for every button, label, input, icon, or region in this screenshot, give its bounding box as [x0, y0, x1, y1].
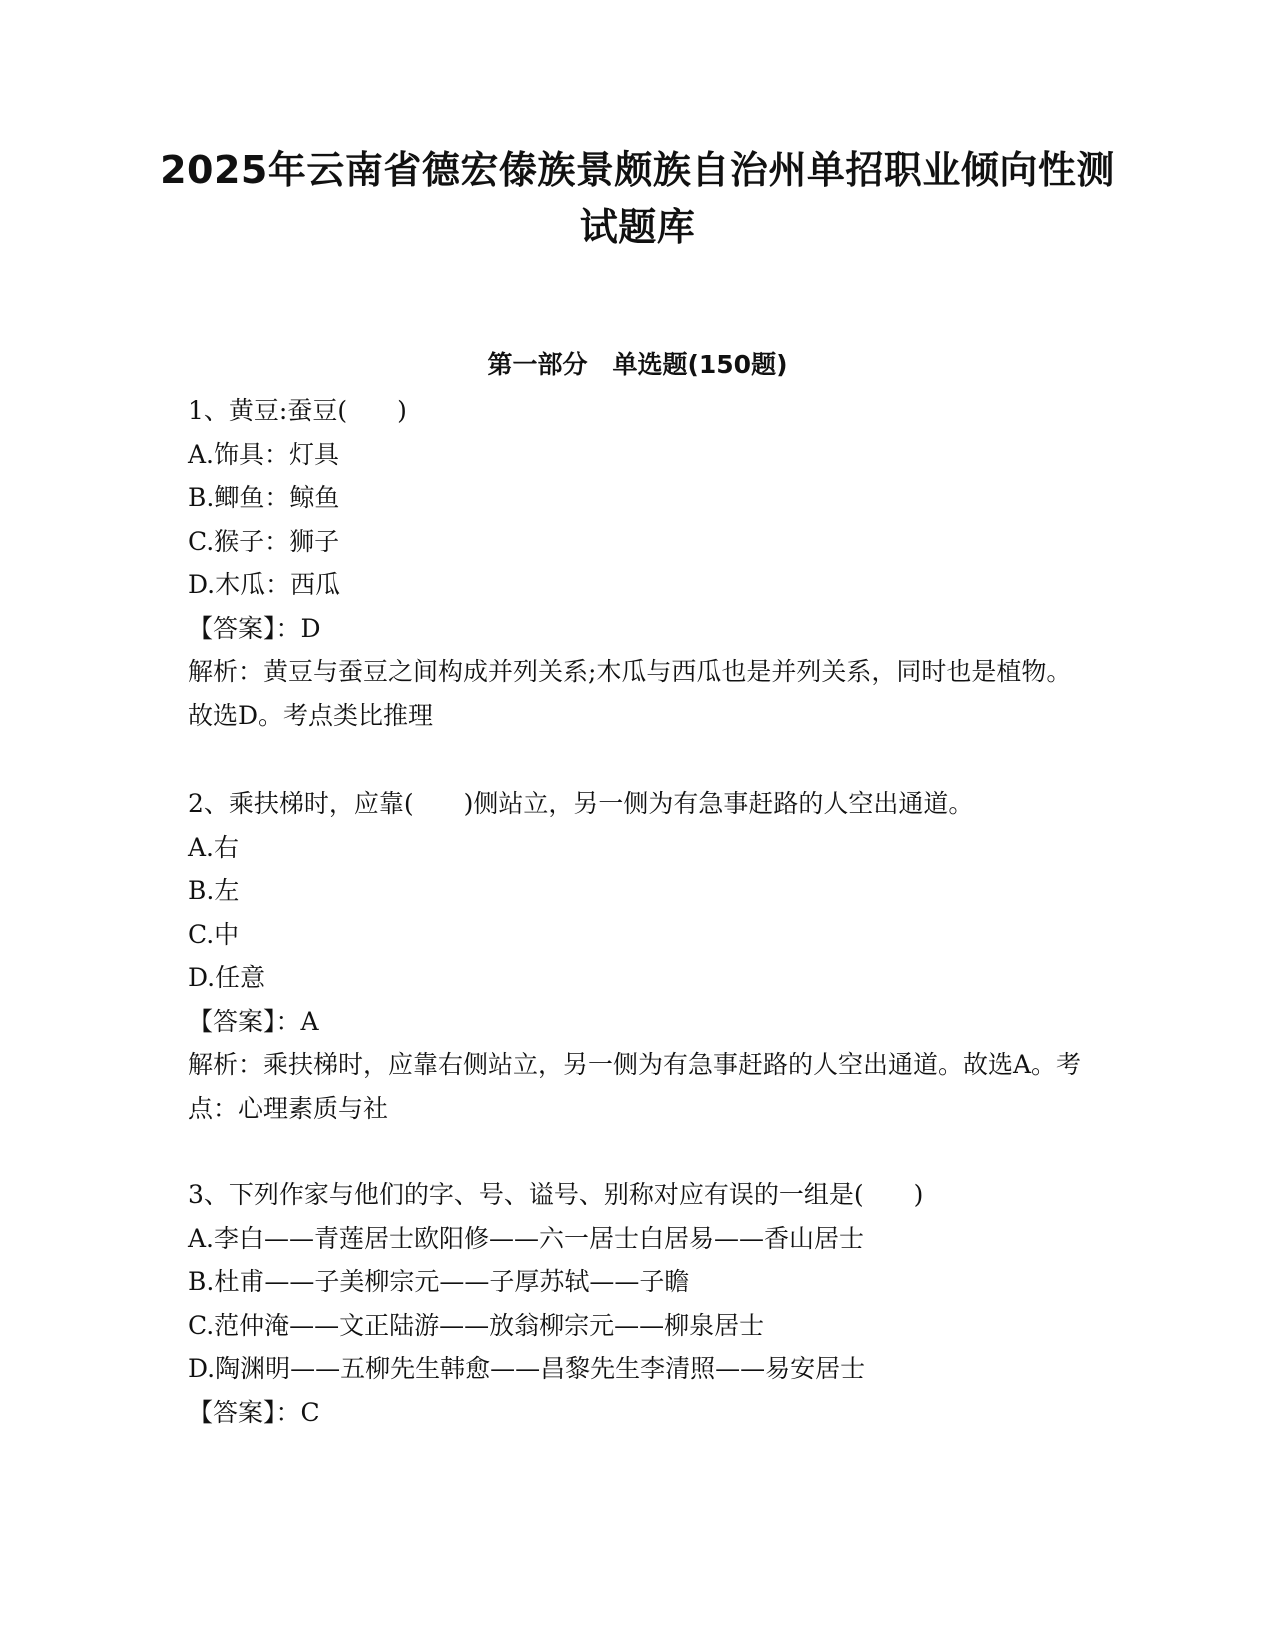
- analysis-text: 解析：乘扶梯时，应靠右侧站立，另一侧为有急事赶路的人空出通道。故选A。考点：心理素质与社: [188, 1050, 1082, 1123]
- answer-value: A: [300, 1006, 319, 1036]
- answer-value: C: [300, 1397, 320, 1427]
- option-b: B.杜甫——子美柳宗元——子厚苏轼——子瞻: [188, 1267, 690, 1296]
- option-d: D.陶渊明——五柳先生韩愈——昌黎先生李清照——易安居士: [188, 1354, 866, 1383]
- question-1: [188, 389, 1093, 737]
- option-a: A.右: [188, 832, 240, 862]
- option-c: C.范仲淹——文正陆游——放翁柳宗元——柳泉居士: [188, 1310, 765, 1340]
- answer-label: 【答案】：: [188, 1006, 301, 1036]
- answer-label: 【答案】：: [188, 613, 301, 643]
- answer-line: [188, 607, 1093, 651]
- option-d: D.木瓜：西瓜: [188, 570, 341, 599]
- answer-value: D: [300, 613, 321, 643]
- option-b: B.左: [188, 876, 240, 905]
- option-a: A.李白——青莲居士欧阳修——六一居士白居易——香山居士: [188, 1223, 865, 1253]
- question-stem: 1、黄豆:蚕豆( ): [188, 396, 407, 425]
- section-heading: 第一部分 单选题(150题): [487, 350, 788, 379]
- option-c: C.猴子：狮子: [188, 526, 340, 556]
- question-2: [188, 782, 1093, 1130]
- option-c: C.中: [188, 919, 240, 949]
- question-stem: 3、下列作家与他们的字、号、谥号、别称对应有误的一组是( ): [188, 1180, 924, 1209]
- answer-label: 【答案】：: [188, 1397, 301, 1427]
- question-3: [188, 1173, 1093, 1434]
- answer-line: [188, 1391, 1093, 1435]
- analysis-text: 解析：黄豆与蚕豆之间构成并列关系;木瓜与西瓜也是并列关系，同时也是植物。故选D。考点类比推理: [188, 657, 1072, 730]
- option-a: A.饰具：灯具: [188, 439, 340, 469]
- answer-line: [188, 1000, 1093, 1044]
- document-title: 2025年云南省德宏傣族景颇族自治州单招职业倾向性测试题库: [160, 148, 1115, 249]
- option-b: B.鲫鱼：鲸鱼: [188, 483, 340, 512]
- question-stem: 2、乘扶梯时，应靠( )侧站立，另一侧为有急事赶路的人空出通道。: [188, 789, 974, 818]
- option-d: D.任意: [188, 963, 266, 992]
